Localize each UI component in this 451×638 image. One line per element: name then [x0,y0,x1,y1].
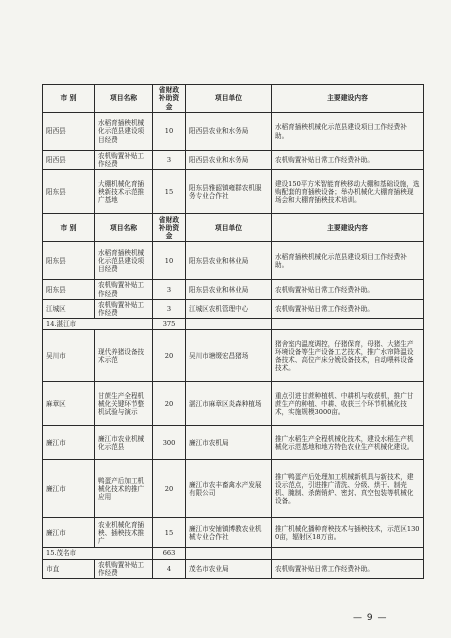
cell-project: 大棚机械化育插秧新技术示范推广基地 [95,170,153,214]
cell-city: 吴川市 [43,330,95,382]
cell-project: 农机购置补贴工作经费 [95,559,153,578]
cell-unit: 茂名市农业局 [186,559,272,578]
cell-unit: 吴川市塘缀宏昌猪场 [186,330,272,382]
cell-content: 水稻育插秧机械化示范县建设项目工作经费补助。 [272,113,424,151]
table-row [43,242,424,280]
subtotal-funds: 663 [153,548,186,559]
cell-content: 推广机械化播种育秧技术与插秧技术，示范区1300亩，辐射区18万亩。 [272,518,424,548]
subtotal-label: 15.茂名市 [43,548,153,559]
cell-unit: 阳东县农业和林业局 [186,242,272,280]
table-header-row [43,85,424,113]
table-row [43,170,424,214]
cell-city: 廉江市 [43,460,95,518]
cell-funds: 15 [153,518,186,548]
cell-content: 建设150平方米智能育秧移动大棚和基础设施，选购配套的育插秧设备；举办机械化大棚育插秧现场会和大棚育插秧技术培训。 [272,170,424,214]
cell-unit: 廉江市安铺镇博教农业机械专业合作社 [186,518,272,548]
cell-project: 农机购置补贴工作经费 [95,299,153,318]
cell-project: 鸭蛋产后加工机械化技术的推广应用 [95,460,153,518]
cell-content: 农机购置补贴日常工作经费补助。 [272,280,424,299]
cell-project: 甘蔗生产全程机械化关键环节整机试验与演示 [95,382,153,426]
header-project: 项目名称 [95,85,153,113]
table-row [43,518,424,548]
header-city: 市 别 [43,85,95,113]
cell-funds: 20 [153,382,186,426]
cell-city: 市直 [43,559,95,578]
header-content: 主要建设内容 [272,85,424,113]
cell-funds: 10 [153,242,186,280]
cell-city: 阳西县 [43,113,95,151]
cell-funds: 15 [153,170,186,214]
cell-unit: 阳西县农业和水务局 [186,113,272,151]
table-row [43,280,424,299]
cell-unit: 廉江市农丰畜禽水产发展有限公司 [186,460,272,518]
header-unit: 项目单位 [186,85,272,113]
cell-project: 水稻育插秧机械化示范县建设项目经费 [95,242,153,280]
table-row [43,113,424,151]
cell-city: 江城区 [43,299,95,318]
cell-city: 麻章区 [43,382,95,426]
subtotal-label: 14.湛江市 [43,319,153,330]
header-content: 主要建设内容 [272,214,424,242]
cell-project: 农机购置补贴工作经费 [95,280,153,299]
cell-project: 廉江市农业机械化示范县 [95,426,153,460]
cell-content: 水稻育插秧机械化示范县建设项目工作经费补助。 [272,242,424,280]
cell-content: 农机购置补贴日常工作经费补助。 [272,151,424,170]
table-row [43,426,424,460]
cell-unit: 湛江市麻章区炎森种植场 [186,382,272,426]
header-funds: 省财政补助资金 [153,214,186,242]
cell-city: 阳东县 [43,170,95,214]
header-city: 市 别 [43,214,95,242]
subtotal-empty [186,548,272,559]
subtotal-row [43,548,424,559]
cell-funds: 3 [153,280,186,299]
header-project: 项目名称 [95,214,153,242]
header-funds: 省财政补助资金 [153,85,186,113]
table-row [43,151,424,170]
subtotal-funds: 375 [153,319,186,330]
cell-unit: 阳西县农业和水务局 [186,151,272,170]
cell-city: 阳东县 [43,242,95,280]
subtotal-row [43,319,424,330]
header-unit: 项目单位 [186,214,272,242]
cell-content: 重点引进甘蔗种植机、中耕机与收获机，推广甘蔗生产的种植、中耕、收获三个环节机械化技术，实施规模3000亩。 [272,382,424,426]
cell-funds: 10 [153,113,186,151]
cell-funds: 4 [153,559,186,578]
cell-city: 廉江市 [43,426,95,460]
cell-city: 阳西县 [43,151,95,170]
table-row [43,330,424,382]
subtotal-empty [186,319,272,330]
cell-funds: 20 [153,330,186,382]
page-number: — 9 — [353,613,388,623]
cell-funds: 300 [153,426,186,460]
table-row [43,460,424,518]
cell-project: 现代养猪设备技术示范 [95,330,153,382]
cell-content: 农机购置补贴日常工作经费补助。 [272,559,424,578]
cell-content: 农机购置补贴日常工作经费补助。 [272,299,424,318]
cell-unit: 阳东县雅韶镇雍群农机服务专业合作社 [186,170,272,214]
cell-city: 廉江市 [43,518,95,548]
table-header-row [43,214,424,242]
project-table [42,84,423,579]
table-row [43,559,424,578]
subtotal-empty [272,319,424,330]
cell-funds: 3 [153,299,186,318]
cell-unit: 阳东县农业和林业局 [186,280,272,299]
cell-content: 推广水稻生产全程机械化技术，建设水稻生产机械化示范基地和地方特色农业生产机械化建设。 [272,426,424,460]
table-row [43,382,424,426]
table-row [43,299,424,318]
cell-unit: 廉江市农机局 [186,426,272,460]
cell-unit: 江城区农机管理中心 [186,299,272,318]
cell-project: 农机购置补贴工作经费 [95,151,153,170]
cell-city: 阳东县 [43,280,95,299]
subtotal-empty [272,548,424,559]
cell-project: 水稻育插秧机械化示范县建设项目经费 [95,113,153,151]
cell-funds: 3 [153,151,186,170]
cell-project: 农业机械化育插秧、插秧技术推广 [95,518,153,548]
cell-content: 猪舍室内温度调控，仔猪保育，母猪、大猪生产环境设备等生产设备工艺技术，推广水帘降温设备技术、高位产床分娩设备技术，自动喂料设备技术。 [272,330,424,382]
cell-funds: 20 [153,460,186,518]
cell-content: 推广鸭蛋产后处理加工机械新机具与新技术，建设示范点，引进推广清洗、分级、烘干、制壳机、腌制、杀菌销炉、密封、真空包装等机械化设备。 [272,460,424,518]
